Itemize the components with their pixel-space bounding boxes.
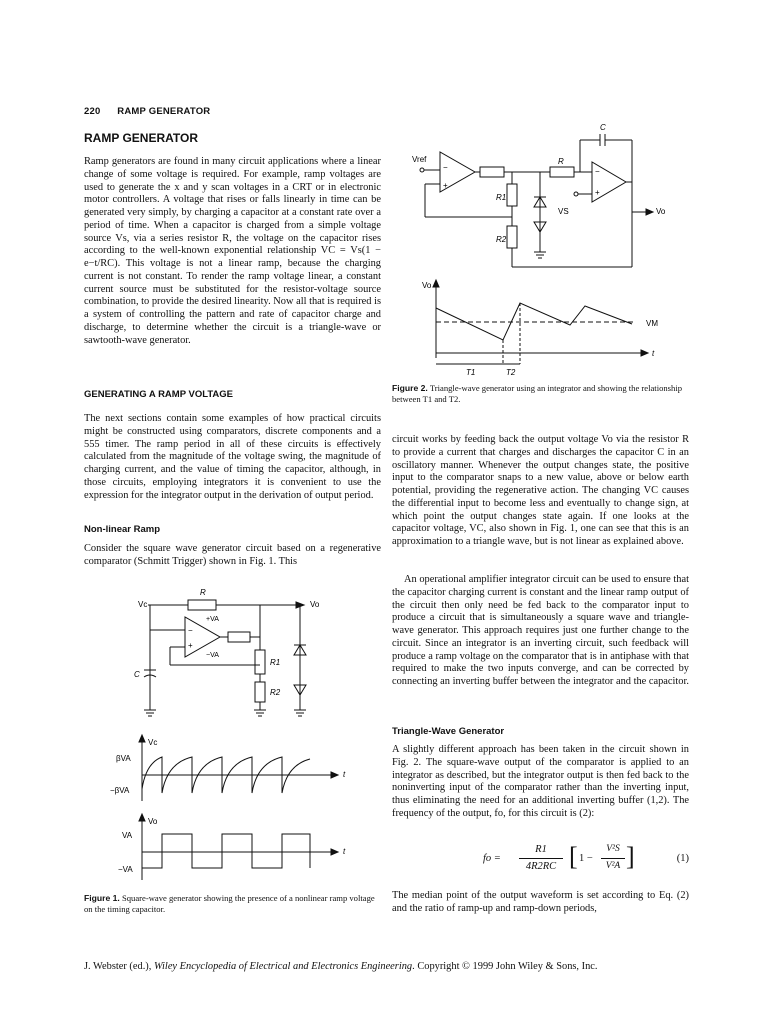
running-title: RAMP GENERATOR bbox=[117, 106, 211, 117]
fig2-graph-t1: T1 bbox=[466, 368, 476, 377]
running-head bbox=[84, 106, 210, 117]
fig2-label-minus-1: − bbox=[443, 163, 448, 172]
fig1-graph1-tick-high: βVA bbox=[116, 754, 131, 763]
equation-left-bracket: [ bbox=[569, 842, 578, 871]
section-paragraph-generating: The next sections contain some examples of how practical circuits might be constructed using comparators, discrete components and a 555 timer. The ramp period in all of these circuits is effectively calculated from the magnitude of the voltage swing, the magnitude of charging current, and the value of timing the capacitor, although, in those circuits, employing integrators it is convenient to use the expression for the integrator output in the derivation of output period. bbox=[84, 413, 381, 501]
figure1-graph-vo bbox=[100, 812, 360, 882]
equation-vs2: V²S bbox=[606, 844, 620, 854]
fig2-graph-xaxis: t bbox=[652, 349, 655, 358]
figure1-caption bbox=[84, 893, 381, 915]
right-paragraph-2: An operational amplifier integrator circuit can be used to ensure that the capacitor charging current is constant and the linear ramp output of the circuit then only need be fed back to the comparator input to produce a circuit that is simultaneously a square wave and triangle-wave generator. This approach requires just one further change to the circuit. Since an integrator is an inverting circuit, such feedback will produce a ramp voltage on the comparator that is in antiphase with that required to make the two inputs converge, and can be corrected by connecting an inverting buffer between the integrator and the capacitor. bbox=[392, 574, 689, 687]
fig1-label-c: C bbox=[134, 670, 140, 679]
fig1-label-r: R bbox=[200, 588, 206, 597]
figure2-schematic bbox=[400, 123, 690, 272]
fig1-label-minus-va: −VA bbox=[206, 652, 219, 659]
article-title: RAMP GENERATOR bbox=[84, 131, 199, 145]
figure2-caption-text: Triangle-wave generator using an integrator and showing the relationship between T1 and T2. bbox=[392, 383, 683, 404]
figure2-graph bbox=[400, 278, 690, 378]
fig2-graph-yaxis: Vo bbox=[422, 281, 432, 290]
equation-1 bbox=[483, 842, 689, 878]
nonlinear-ramp-paragraph: Consider the square wave generator circuit based on a regenerative comparator (Schmitt Trigger) shown in Fig. 1. This bbox=[84, 543, 381, 567]
fig2-graph-vm: VM bbox=[646, 319, 658, 328]
fig1-graph2-xaxis: t bbox=[343, 847, 346, 856]
equation-numerator: R1 bbox=[535, 844, 547, 855]
equation-fraction-bar bbox=[519, 858, 563, 859]
fig2-label-plus-2: + bbox=[595, 188, 600, 197]
fig2-label-r2: R2 bbox=[496, 235, 507, 244]
fig2-label-minus-2: − bbox=[595, 167, 600, 176]
equation-lhs: fo = bbox=[483, 853, 501, 864]
fig1-graph2-tick-low: −VA bbox=[118, 865, 133, 874]
equation-fraction-bar-2 bbox=[601, 858, 625, 859]
footer-suffix: . Copyright © 1999 John Wiley & Sons, Inc. bbox=[412, 961, 598, 972]
fig2-label-plus-1: + bbox=[443, 181, 448, 190]
figure1-graph-vc bbox=[100, 733, 360, 803]
footer-prefix: J. Webster (ed.), bbox=[84, 961, 152, 972]
fig1-label-r1: R1 bbox=[270, 658, 281, 667]
fig1-label-plus-va: +VA bbox=[206, 616, 219, 623]
fig1-graph1-tick-low: −βVA bbox=[110, 786, 130, 795]
fig1-graph2-tick-high: VA bbox=[122, 831, 133, 840]
copyright-footer bbox=[84, 961, 684, 972]
section-heading-generating: GENERATING A RAMP VOLTAGE bbox=[84, 389, 234, 400]
fig1-label-minus: − bbox=[188, 626, 193, 635]
fig2-label-vs: VS bbox=[558, 207, 569, 216]
figure2-caption bbox=[392, 383, 689, 405]
footer-title: Wiley Encyclopedia of Electrical and Electronics Engineering bbox=[153, 961, 413, 972]
equation-number: (1) bbox=[676, 853, 689, 864]
fig1-label-plus: + bbox=[188, 641, 193, 650]
figure1-caption-text: Square-wave generator showing the presence of a nonlinear ramp voltage on the timing capacitor. bbox=[84, 893, 375, 914]
fig2-label-r1: R1 bbox=[496, 193, 507, 202]
fig1-label-vo: Vo bbox=[310, 600, 320, 609]
equation-right-bracket: ] bbox=[626, 842, 635, 871]
equation-denominator: 4R2RC bbox=[525, 861, 557, 872]
subheading-nonlinear-ramp: Non-linear Ramp bbox=[84, 524, 161, 535]
right-paragraph-1: circuit works by feeding back the output voltage Vo via the resistor R to provide a current that charges and discharges the capacitor C in an oscillatory manner. Whenever the output changes state, the positive input to the comparator snaps to a new value, above or below earth potential, providing the regenerative action. The changing VC causes the differential input to become less and eventually to change sign, at which point the output changes state again. If one looks at the capacitor voltage, VC, also shown in Fig. 1, one can see that this is an approximation to a triangle wave, but is not linear as explained above. bbox=[392, 434, 689, 547]
fig2-graph-t2: T2 bbox=[506, 368, 516, 377]
fig2-label-r: R bbox=[558, 157, 564, 166]
right-paragraph-3: A slightly different approach has been taken in the circuit shown in Fig. 2. The square-wave output of the comparator is applied to an integrator as described, but the integrator output is then fed back to the noninverting input of the comparator rather than the inverting input, thus eliminating the need for an additional inverting buffer (1,2). The frequency of the output, fo, for this circuit is (2): bbox=[392, 744, 689, 819]
fig1-label-vc: Vc bbox=[138, 600, 148, 609]
figure1-caption-label: Figure 1. bbox=[84, 893, 120, 903]
fig2-label-vo: Vo bbox=[656, 207, 666, 216]
figure1-schematic bbox=[100, 585, 340, 725]
fig1-graph2-yaxis: Vo bbox=[148, 817, 158, 826]
fig2-label-vref: Vref bbox=[412, 155, 427, 164]
page-number: 220 bbox=[84, 106, 101, 117]
fig1-label-r2: R2 bbox=[270, 688, 281, 697]
equation-one-minus: 1 − bbox=[579, 853, 593, 864]
right-paragraph-4: The median point of the output waveform is set according to Eq. (2) and the ratio of ramp-up and ramp-down periods, bbox=[392, 890, 689, 914]
intro-paragraph: Ramp generators are found in many circuit applications where a linear change of some voltage is required. For example, ramp voltages are used to generate the x and y scan voltages in a CRT or in electronic motor controllers. A voltage that rises or falls linearly in time can be generated very simply, by charging a capacitor at a constant rate over a period of time. When a capacitor is charged from a simple voltage source Vs, via a series resistor R, the voltage on the capacitor rises according to the well-known exponential relationship VC = Vs(1 − e−t/RC). This voltage is not a linear ramp, because the charging current is not constant. To render the ramp voltage linear, a constant current source must be substituted for the resistor-voltage source combination, to provide the desired linearity. Now all that is required is a system of controlling the pattern and rate of capacitor charge and discharge, to determine whether the circuit is a triangle-wave or sawtooth-wave generator. bbox=[84, 156, 381, 346]
fig2-label-c: C bbox=[600, 123, 606, 132]
fig1-graph1-yaxis: Vc bbox=[148, 738, 158, 747]
figure2-caption-label: Figure 2. bbox=[392, 383, 428, 393]
equation-va2: V²A bbox=[605, 861, 621, 871]
subheading-triangle-wave: Triangle-Wave Generator bbox=[392, 726, 505, 737]
fig1-graph1-xaxis: t bbox=[343, 770, 346, 779]
